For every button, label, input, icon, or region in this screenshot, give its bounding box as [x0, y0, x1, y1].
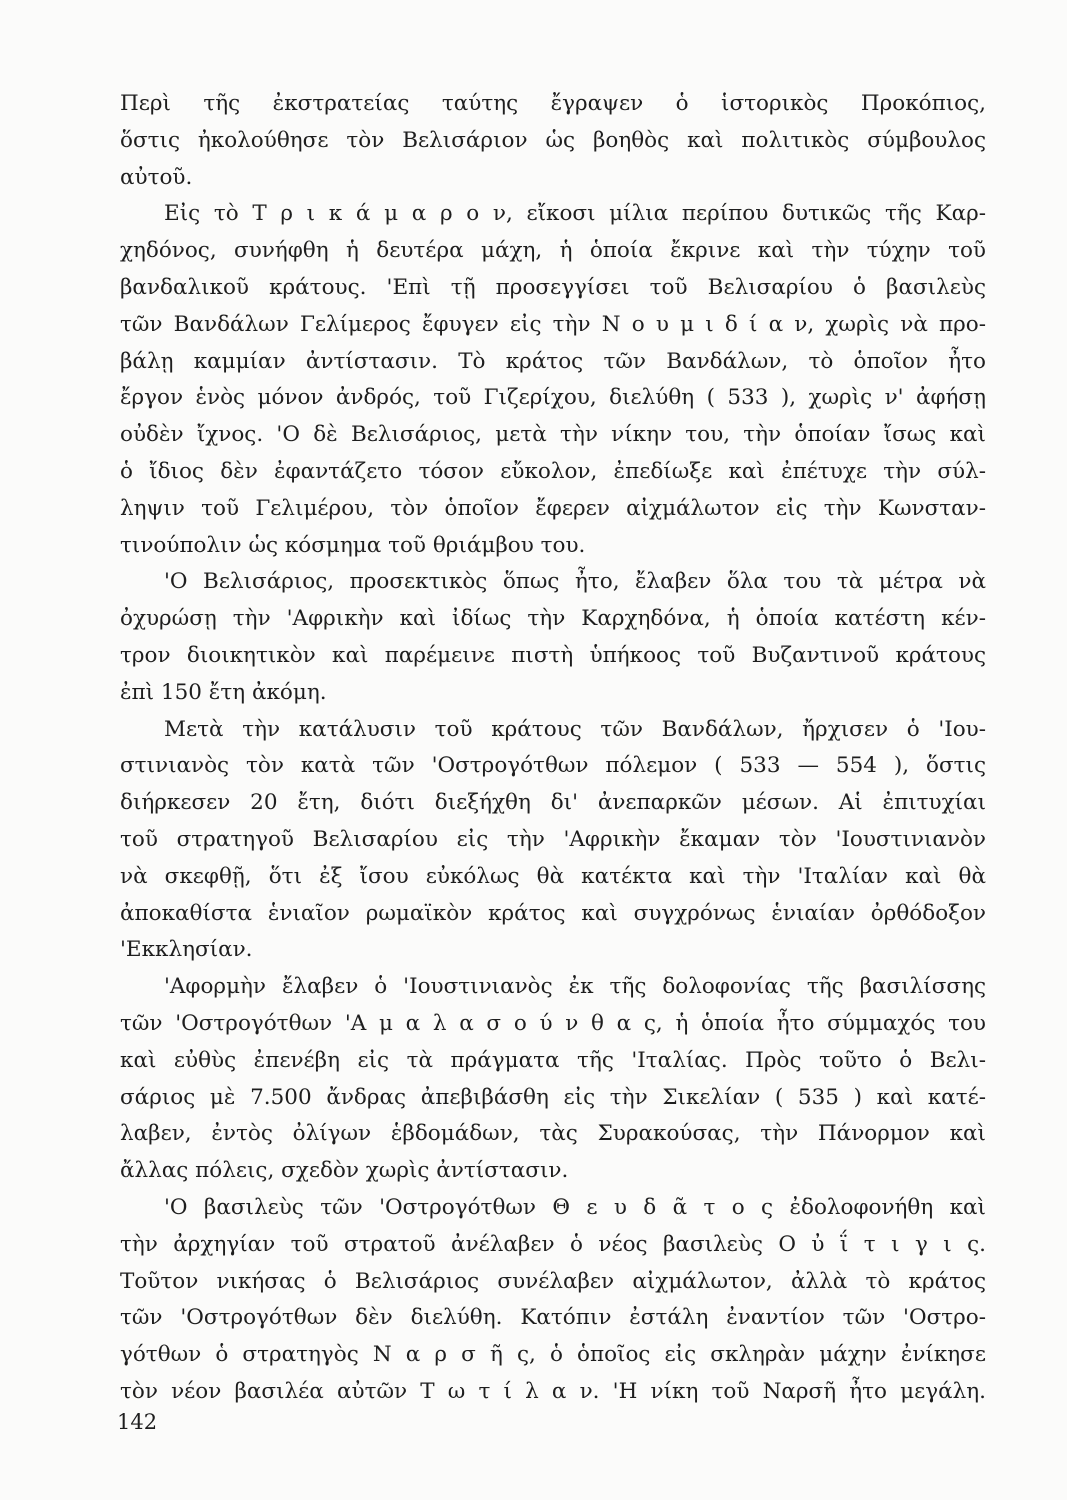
text-line: ὁ ἴδιος δὲν ἐφαντάζετο τόσον εὔκολον, ἐπεδίωξε καὶ ἐπέτυχε τὴν σύλ- — [120, 458, 986, 484]
text-line: τῶν 'Οστρογότθων 'Α μ α λ α σ ο ύ ν θ α ς, ἡ ὁποία ἦτο σύμμαχός του — [120, 1010, 986, 1036]
text-line: Μετὰ τὴν κατάλυσιν τοῦ κράτους τῶν Βανδάλων, ἤρχισεν ὁ 'Ιου- — [164, 716, 986, 742]
text-line: τῶν 'Οστρογότθων δὲν διελύθη. Κατόπιν ἐστάλη ἐναντίον τῶν 'Οστρο- — [120, 1305, 986, 1331]
text-line: ὅστις ἠκολούθησε τὸν Βελισάριον ὡς βοηθὸς καὶ πολιτικὸς σύμβουλος — [120, 127, 986, 153]
text-line: αὐτοῦ. — [120, 164, 193, 190]
text-line: τρον διοικητικὸν καὶ παρέμεινε πιστὴ ὑπήκοος τοῦ Βυζαντινοῦ κράτους — [120, 642, 986, 668]
text-line: Εἰς τὸ Τ ρ ι κ ά μ α ρ ο ν, εἴκοσι μίλια περίπου δυτικῶς τῆς Καρ- — [164, 201, 986, 227]
paragraph-narses — [120, 1190, 986, 1411]
text-line: 'Ο βασιλεὺς τῶν 'Οστρογότθων Θ ε υ δ ᾶ τ ο ς ἐδολοφονήθη καὶ — [164, 1194, 986, 1220]
text-line: Τοῦτον νικήσας ὁ Βελισάριος συνέλαβεν αἰχμάλωτον, ἀλλὰ τὸ κράτος — [120, 1268, 986, 1294]
text-line: τῶν Βανδάλων Γελίμερος ἔφυγεν εἰς τὴν Ν ο υ μ ι δ ί α ν, χωρὶς νὰ προ- — [120, 311, 986, 337]
text-line: τὴν ἀρχηγίαν τοῦ στρατοῦ ἀνέλαβεν ὁ νέος βασιλεὺς Ο ὐ ΐ τ ι γ ι ς. — [120, 1231, 986, 1257]
paragraph-procopius — [120, 86, 986, 196]
text-line: 'Εκκλησίαν. — [120, 937, 253, 963]
text-line: τινούπολιν ὡς κόσμημα τοῦ θριάμβου του. — [120, 532, 586, 558]
text-line: νὰ σκεφθῇ, ὅτι ἐξ ἴσου εὐκόλως θὰ κατέκτα καὶ τὴν 'Ιταλίαν καὶ θὰ — [120, 863, 986, 889]
text-line: 'Ο Βελισάριος, προσεκτικὸς ὅπως ἦτο, ἔλαβεν ὅλα του τὰ μέτρα νὰ — [164, 569, 986, 595]
paragraph-carthage — [120, 564, 986, 711]
paragraph-tricamarum — [120, 196, 986, 564]
text-line: τὸν νέον βασιλέα αὐτῶν Τ ω τ ί λ α ν. 'Η νίκη τοῦ Ναρσῆ ἦτο μεγάλη. — [120, 1378, 986, 1404]
text-line: ὀχυρώσῃ τὴν 'Αφρικὴν καὶ ἰδίως τὴν Καρχηδόνα, ἡ ὁποία κατέστη κέν- — [120, 606, 986, 632]
text-line: χηδόνος, συνήφθη ἡ δευτέρα μάχη, ἡ ὁποία ἔκρινε καὶ τὴν τύχην τοῦ — [120, 238, 986, 264]
text-line: βάλῃ καμμίαν ἀντίστασιν. Τὸ κράτος τῶν Βανδάλων, τὸ ὁποῖον ἦτο — [120, 348, 986, 374]
text-line: ἀποκαθίστα ἑνιαῖον ρωμαϊκὸν κράτος καὶ συγχρόνως ἑνιαίαν ὀρθόδοξον — [120, 900, 986, 926]
text-line: διήρκεσεν 20 ἔτη, διότι διεξήχθη δι' ἀνεπαρκῶν μέσων. Αἱ ἐπιτυχίαι — [120, 790, 986, 816]
text-line: ληψιν τοῦ Γελιμέρου, τὸν ὁποῖον ἔφερεν αἰχμάλωτον εἰς τὴν Κωνσταν- — [120, 495, 986, 521]
text-line: τοῦ στρατηγοῦ Βελισαρίου εἰς τὴν 'Αφρικὴν ἔκαμαν τὸν 'Ιουστινιανὸν — [120, 826, 986, 852]
text-line: ἔργον ἑνὸς μόνον ἀνδρός, τοῦ Γιζερίχου, διελύθη ( 533 ), χωρὶς ν' ἀφήσῃ — [120, 385, 986, 411]
text-line: καὶ εὐθὺς ἐπενέβη εἰς τὰ πράγματα τῆς 'Ιταλίας. Πρὸς τοῦτο ὁ Βελι- — [120, 1047, 986, 1073]
text-line: λαβεν, ἐντὸς ὀλίγων ἑβδομάδων, τὰς Συρακούσας, τὴν Πάνορμον καὶ — [120, 1121, 986, 1147]
text-line: στινιανὸς τὸν κατὰ τῶν 'Οστρογότθων πόλεμον ( 533 — 554 ), ὅστις — [120, 753, 986, 779]
text-line: Περὶ τῆς ἐκστρατείας ταύτης ἔγραψεν ὁ ἱστορικὸς Προκόπιος, — [120, 91, 986, 116]
paragraph-gothic-war — [120, 712, 986, 970]
text-line: ἐπὶ 150 ἔτη ἀκόμη. — [120, 679, 327, 705]
page-number: 142 — [117, 1410, 158, 1434]
paragraph-amalasuntha — [120, 969, 986, 1190]
text-line: οὐδὲν ἴχνος. 'Ο δὲ Βελισάριος, μετὰ τὴν νίκην του, τὴν ὁποίαν ἴσως καὶ — [120, 422, 986, 448]
text-line: γότθων ὁ στρατηγὸς Ν α ρ σ ῆ ς, ὁ ὁποῖος εἰς σκληρὰν μάχην ἐνίκησε — [120, 1342, 986, 1368]
text-line: σάριος μὲ 7.500 ἄνδρας ἀπεβιβάσθη εἰς τὴν Σικελίαν ( 535 ) καὶ κατέ- — [120, 1084, 986, 1110]
text-line: βανδαλικοῦ κράτους. 'Επὶ τῇ προσεγγίσει τοῦ Βελισαρίου ὁ βασιλεὺς — [120, 274, 986, 300]
body-text — [120, 86, 986, 1411]
text-line: 'Αφορμὴν ἔλαβεν ὁ 'Ιουστινιανὸς ἐκ τῆς δολοφονίας τῆς βασιλίσσης — [164, 974, 986, 1000]
text-line: ἄλλας πόλεις, σχεδὸν χωρὶς ἀντίστασιν. — [120, 1158, 569, 1184]
